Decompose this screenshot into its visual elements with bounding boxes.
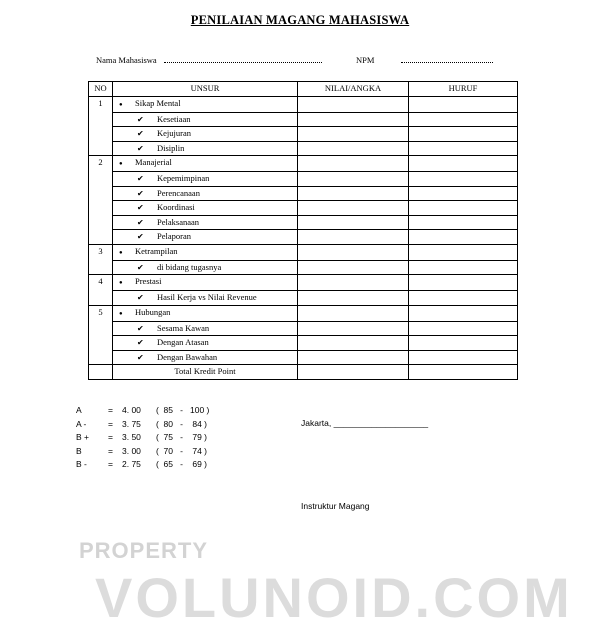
sub-item <box>113 186 298 201</box>
nilai-cell[interactable] <box>298 350 409 365</box>
nilai-cell[interactable] <box>298 291 409 306</box>
nilai-cell[interactable] <box>298 201 409 216</box>
grade-equals: = <box>108 445 113 456</box>
sub-item <box>113 215 298 230</box>
bullet-icon: ● <box>119 249 123 256</box>
grade-score: 3. 50 <box>122 432 141 442</box>
total-huruf-cell[interactable] <box>409 365 518 380</box>
section-heading <box>113 96 298 112</box>
checkmark-icon: ✔ <box>137 217 144 227</box>
huruf-cell[interactable] <box>409 215 518 230</box>
nama-input-line[interactable] <box>164 54 322 63</box>
total-empty-no <box>89 365 113 380</box>
nama-field <box>96 54 322 65</box>
table-row <box>89 321 518 336</box>
huruf-cell[interactable] <box>409 350 518 365</box>
table-header-row <box>89 82 518 97</box>
huruf-cell[interactable] <box>409 244 518 260</box>
table-row <box>89 244 518 260</box>
sub-item-label: Kejujuran <box>157 128 191 139</box>
huruf-cell[interactable] <box>409 156 518 172</box>
nilai-cell[interactable] <box>298 186 409 201</box>
sub-item-label: Disiplin <box>157 142 185 153</box>
sub-item <box>113 350 298 365</box>
huruf-cell[interactable] <box>409 96 518 112</box>
assessment-table <box>88 81 518 380</box>
sub-item <box>113 172 298 187</box>
sub-item-label: Pelaksanaan <box>157 216 200 227</box>
checkmark-icon: ✔ <box>137 293 144 303</box>
grade-range: ( 65 - 69 ) <box>156 459 208 469</box>
grade-letter: A - <box>76 418 87 429</box>
checkmark-icon: ✔ <box>137 323 144 333</box>
table-row <box>89 172 518 187</box>
nama-label: Nama Mahasiswa <box>96 55 157 65</box>
form-title: PENILAIAN MAGANG MAHASISWA <box>190 13 410 27</box>
table-row <box>89 141 518 156</box>
watermark-property: PROPERTY <box>79 538 209 563</box>
grade-row <box>76 431 209 445</box>
total-row <box>89 365 518 380</box>
bullet-icon: ● <box>119 101 123 108</box>
sub-item-label: Perencanaan <box>157 187 200 198</box>
sub-item-label: Dengan Bawahan <box>157 351 218 362</box>
checkmark-icon: ✔ <box>137 352 144 362</box>
sub-item <box>113 260 298 275</box>
checkmark-icon: ✔ <box>137 143 144 153</box>
npm-input-line[interactable] <box>401 54 493 63</box>
sub-item-label: Dengan Atasan <box>157 337 209 348</box>
section-heading-label: Hubungan <box>135 306 171 317</box>
nilai-cell[interactable] <box>298 305 409 321</box>
table-row <box>89 275 518 291</box>
grade-equals: = <box>108 459 113 469</box>
nilai-cell[interactable] <box>298 260 409 275</box>
table-row <box>89 96 518 112</box>
table-row <box>89 305 518 321</box>
checkmark-icon: ✔ <box>137 174 144 184</box>
grade-score: 3. 75 <box>122 418 141 429</box>
sub-item <box>113 112 298 127</box>
checkmark-icon: ✔ <box>137 232 144 242</box>
sub-item <box>113 141 298 156</box>
huruf-cell[interactable] <box>409 305 518 321</box>
header-no: NO <box>89 82 113 97</box>
grade-range: ( 85 - 100 ) <box>156 405 210 415</box>
grade-equals: = <box>108 418 113 429</box>
npm-field <box>356 54 493 65</box>
section-heading <box>113 305 298 321</box>
huruf-cell[interactable] <box>409 127 518 142</box>
sub-item <box>113 291 298 306</box>
nilai-cell[interactable] <box>298 172 409 187</box>
nilai-cell[interactable] <box>298 321 409 336</box>
table-row <box>89 336 518 351</box>
grade-range: ( 80 - 84 ) <box>156 418 208 429</box>
header-nilai: NILAI/ANGKA <box>298 82 409 97</box>
table-row <box>89 112 518 127</box>
nilai-cell[interactable] <box>298 244 409 260</box>
huruf-cell[interactable] <box>409 230 518 245</box>
nilai-cell[interactable] <box>298 215 409 230</box>
section-heading-label: Sikap Mental <box>135 97 181 108</box>
section-heading <box>113 244 298 260</box>
row-number: 5 <box>89 305 113 365</box>
grade-letter: B - <box>76 459 87 469</box>
sub-item-label: Pelaporan <box>157 231 191 242</box>
table-row <box>89 156 518 172</box>
section-heading <box>113 156 298 172</box>
grade-row <box>76 418 209 432</box>
huruf-cell[interactable] <box>409 291 518 306</box>
npm-label: NPM <box>356 55 375 65</box>
checkmark-icon: ✔ <box>137 203 144 213</box>
signature-place: Jakarta, ____________________ <box>301 418 429 428</box>
checkmark-icon: ✔ <box>137 262 144 272</box>
grade-letter: A <box>76 405 82 415</box>
nilai-cell[interactable] <box>298 127 409 142</box>
huruf-cell[interactable] <box>409 112 518 127</box>
table-row <box>89 291 518 306</box>
checkmark-icon: ✔ <box>137 114 144 124</box>
checkmark-icon: ✔ <box>137 188 144 198</box>
grade-row <box>76 445 209 459</box>
grade-letter: B <box>76 445 82 456</box>
sub-item-label: Hasil Kerja vs Nilai Revenue <box>157 292 257 303</box>
huruf-cell[interactable] <box>409 172 518 187</box>
bullet-icon: ● <box>119 161 123 167</box>
huruf-cell[interactable] <box>409 141 518 156</box>
table-row <box>89 260 518 275</box>
grade-score: 4. 00 <box>122 405 141 415</box>
huruf-cell[interactable] <box>409 186 518 201</box>
table-row <box>89 215 518 230</box>
section-heading-label: Manajerial <box>135 157 172 167</box>
section-heading-label: Prestasi <box>135 276 162 286</box>
sub-item-label: Kepemimpinan <box>157 173 210 184</box>
nilai-cell[interactable] <box>298 112 409 127</box>
watermark-site: VOLUNOID.COM <box>95 566 573 629</box>
header-huruf: HURUF <box>409 82 518 97</box>
huruf-cell[interactable] <box>409 260 518 275</box>
bullet-icon: ● <box>119 310 123 317</box>
checkmark-icon: ✔ <box>137 129 144 139</box>
table-row <box>89 350 518 365</box>
total-nilai-cell[interactable] <box>298 365 409 380</box>
grade-row <box>76 458 209 472</box>
header-unsur: UNSUR <box>113 82 298 97</box>
row-number: 2 <box>89 156 113 245</box>
nilai-cell[interactable] <box>298 156 409 172</box>
row-number: 3 <box>89 244 113 275</box>
grade-letter: B + <box>76 432 89 442</box>
huruf-cell[interactable] <box>409 336 518 351</box>
row-number: 1 <box>89 96 113 156</box>
sub-item <box>113 201 298 216</box>
nilai-cell[interactable] <box>298 336 409 351</box>
sub-item <box>113 127 298 142</box>
huruf-cell[interactable] <box>409 275 518 291</box>
section-heading <box>113 275 298 291</box>
section-heading-label: Ketrampilan <box>135 245 178 256</box>
bullet-icon: ● <box>119 280 123 286</box>
nilai-cell[interactable] <box>298 275 409 291</box>
table-row <box>89 186 518 201</box>
sub-item-label: Kesetiaan <box>157 113 191 124</box>
grade-row <box>76 404 209 418</box>
grade-equals: = <box>108 405 113 415</box>
sub-item <box>113 321 298 336</box>
huruf-cell[interactable] <box>409 201 518 216</box>
grade-score: 2. 75 <box>122 459 141 469</box>
table-row <box>89 230 518 245</box>
table-row <box>89 127 518 142</box>
huruf-cell[interactable] <box>409 321 518 336</box>
sub-item <box>113 230 298 245</box>
nilai-cell[interactable] <box>298 96 409 112</box>
nilai-cell[interactable] <box>298 230 409 245</box>
total-label: Total Kredit Point <box>113 365 298 380</box>
sub-item <box>113 336 298 351</box>
grade-score: 3. 00 <box>122 445 141 456</box>
grade-legend <box>76 404 209 472</box>
sub-item-label: di bidang tugasnya <box>157 261 222 272</box>
grade-equals: = <box>108 432 113 442</box>
checkmark-icon: ✔ <box>137 338 144 348</box>
grade-range: ( 70 - 74 ) <box>156 445 208 456</box>
sub-item-label: Koordinasi <box>157 202 195 213</box>
grade-range: ( 75 - 79 ) <box>156 432 208 442</box>
signature-role: Instruktur Magang <box>301 501 370 511</box>
row-number: 4 <box>89 275 113 306</box>
nilai-cell[interactable] <box>298 141 409 156</box>
table-row <box>89 201 518 216</box>
sub-item-label: Sesama Kawan <box>157 322 210 333</box>
